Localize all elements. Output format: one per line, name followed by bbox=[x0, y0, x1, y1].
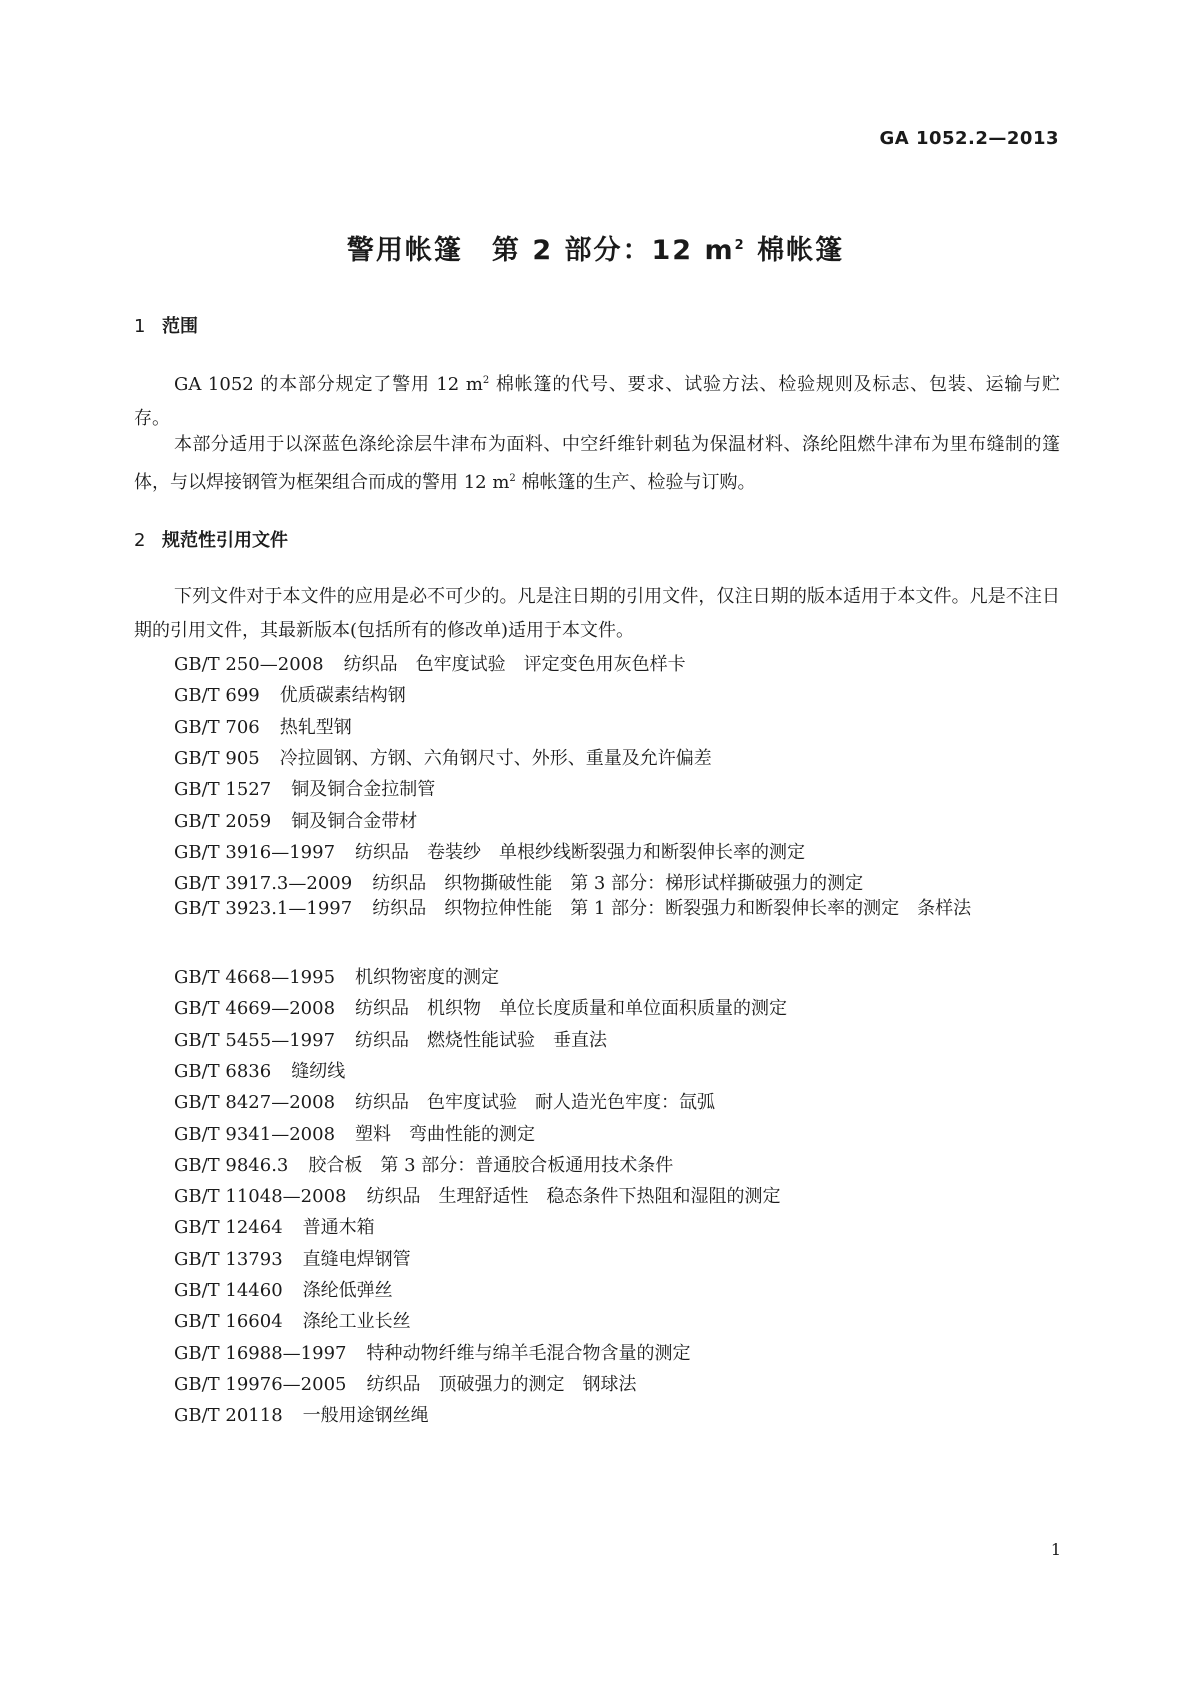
reference-name: 胶合板 第 3 部分：普通胶合板通用技术条件 bbox=[308, 1154, 674, 1176]
p1-superscript: 2 bbox=[482, 375, 490, 386]
page-title bbox=[0, 228, 1191, 267]
reference-item bbox=[174, 1213, 375, 1239]
reference-name: 机织物密度的测定 bbox=[355, 967, 500, 988]
p2-text-a: 本部分适用于以深蓝色涤纶涂层牛津布为面料、中空纤维针刺毡为保温材料、涤纶阻燃牛津布为里布缝制的篷体，与以焊接钢管为框架组合而成的警用 12 m bbox=[134, 434, 1060, 493]
reference-item bbox=[174, 869, 863, 895]
section-2-number: 2 bbox=[134, 530, 146, 551]
p2-text-b: 棉帐篷的生产、检验与订购。 bbox=[515, 472, 756, 493]
reference-code: GB/T 5455—1997 bbox=[174, 1029, 336, 1051]
reference-name: 塑料 弯曲性能的测定 bbox=[355, 1123, 536, 1145]
reference-item bbox=[174, 1057, 345, 1083]
reference-code: GB/T 16604 bbox=[174, 1311, 283, 1333]
reference-name: 热轧型钢 bbox=[279, 716, 352, 738]
reference-code: GB/T 2059 bbox=[174, 810, 272, 832]
reference-item bbox=[174, 1276, 393, 1302]
reference-item bbox=[174, 1401, 429, 1427]
reference-item bbox=[174, 1120, 535, 1146]
reference-code: GB/T 13793 bbox=[174, 1248, 283, 1270]
reference-name: 优质碳素结构钢 bbox=[279, 685, 406, 707]
p1-text-b: 棉帐篷的代号、要求、试验方法、检验规则及标志、包装、运输与贮存。 bbox=[134, 374, 1061, 429]
reference-name: 普通木箱 bbox=[302, 1217, 375, 1239]
section-1-heading bbox=[134, 312, 198, 338]
reference-item bbox=[134, 893, 1060, 924]
reference-code: GB/T 11048—2008 bbox=[174, 1186, 347, 1208]
document-code: GA 1052.2—2013 bbox=[879, 128, 1059, 149]
reference-item bbox=[174, 1245, 411, 1271]
reference-code: GB/T 14460 bbox=[174, 1280, 283, 1301]
section-1-paragraph-1 bbox=[134, 364, 1060, 436]
reference-item bbox=[174, 1026, 607, 1052]
page-number: 1 bbox=[1050, 1540, 1061, 1559]
reference-item bbox=[174, 713, 352, 739]
reference-item bbox=[174, 807, 417, 833]
title-tail: 棉帐篷 bbox=[745, 235, 845, 266]
reference-code: GB/T 6836 bbox=[174, 1060, 272, 1082]
reference-item bbox=[174, 1339, 690, 1365]
reference-name: 涤纶低弹丝 bbox=[302, 1280, 393, 1301]
reference-code: GB/T 706 bbox=[174, 716, 260, 738]
p1-text-a: GA 1052 的本部分规定了警用 12 m bbox=[174, 374, 483, 395]
reference-item bbox=[174, 963, 499, 989]
reference-code: GB/T 4669—2008 bbox=[174, 998, 336, 1020]
reference-item bbox=[174, 1151, 673, 1177]
reference-name: 纺织品 色牢度试验 耐人造光色牢度：氙弧 bbox=[355, 1092, 716, 1114]
reference-name: 纺织品 机织物 单位长度质量和单位面积质量的测定 bbox=[355, 998, 788, 1020]
reference-name: 涤纶工业长丝 bbox=[302, 1311, 411, 1333]
reference-code: GB/T 8427—2008 bbox=[174, 1092, 336, 1114]
p2-superscript: 2 bbox=[509, 473, 516, 484]
reference-name: 铜及铜合金带材 bbox=[291, 810, 418, 832]
reference-item bbox=[174, 681, 406, 707]
reference-code: GB/T 3916—1997 bbox=[174, 841, 336, 863]
reference-name: 纺织品 织物拉伸性能 第 1 部分：断裂强力和断裂伸长率的测定 条样法 bbox=[372, 898, 972, 920]
reference-code: GB/T 4668—1995 bbox=[174, 967, 336, 988]
reference-item bbox=[174, 1307, 411, 1333]
reference-item bbox=[174, 775, 435, 801]
reference-name: 纺织品 生理舒适性 稳态条件下热阻和湿阻的测定 bbox=[366, 1186, 781, 1208]
section-1-title: 范围 bbox=[162, 316, 198, 337]
reference-name: 缝纫线 bbox=[291, 1060, 346, 1082]
reference-name: 直缝电焊钢管 bbox=[302, 1248, 411, 1270]
reference-name: 一般用途钢丝绳 bbox=[302, 1405, 429, 1427]
reference-name: 冷拉圆钢、方钢、六角钢尺寸、外形、重量及允许偏差 bbox=[279, 747, 712, 769]
reference-name: 纺织品 顶破强力的测定 钢球法 bbox=[366, 1373, 637, 1395]
section-1-number: 1 bbox=[134, 316, 146, 337]
reference-code: GB/T 20118 bbox=[174, 1405, 283, 1427]
reference-code: GB/T 699 bbox=[174, 685, 260, 707]
reference-code: GB/T 3923.1—1997 bbox=[174, 898, 353, 920]
title-main: 警用帐篷 第 2 部分：12 m bbox=[346, 235, 735, 266]
section-2-title: 规范性引用文件 bbox=[162, 530, 288, 551]
reference-name: 纺织品 燃烧性能试验 垂直法 bbox=[355, 1029, 608, 1051]
reference-item bbox=[174, 994, 787, 1020]
reference-code: GB/T 250—2008 bbox=[174, 654, 324, 675]
reference-name: 特种动物纤维与绵羊毛混合物含量的测定 bbox=[366, 1342, 691, 1364]
reference-name: 纺织品 卷装纱 单根纱线断裂强力和断裂伸长率的测定 bbox=[355, 841, 806, 863]
reference-name: 纺织品 织物撕破性能 第 3 部分：梯形试样撕破强力的测定 bbox=[372, 873, 864, 895]
reference-item bbox=[174, 838, 805, 864]
reference-code: GB/T 9341—2008 bbox=[174, 1123, 336, 1145]
reference-code: GB/T 3917.3—2009 bbox=[174, 873, 353, 895]
reference-item bbox=[174, 650, 686, 676]
title-superscript: 2 bbox=[734, 238, 746, 253]
reference-name: 纺织品 色牢度试验 评定变色用灰色样卡 bbox=[343, 654, 686, 675]
reference-name: 铜及铜合金拉制管 bbox=[291, 779, 436, 801]
reference-item bbox=[174, 744, 712, 770]
reference-item bbox=[174, 1370, 636, 1396]
section-1-paragraph-2 bbox=[134, 428, 1060, 500]
reference-code: GB/T 12464 bbox=[174, 1217, 283, 1239]
reference-code: GB/T 16988—1997 bbox=[174, 1342, 347, 1364]
reference-code: GB/T 1527 bbox=[174, 779, 272, 801]
reference-item bbox=[174, 1088, 715, 1114]
reference-item bbox=[174, 1182, 780, 1208]
reference-code: GB/T 19976—2005 bbox=[174, 1373, 347, 1395]
reference-code: GB/T 9846.3 bbox=[174, 1154, 289, 1176]
section-2-intro: 下列文件对于本文件的应用是必不可少的。凡是注日期的引用文件，仅注日期的版本适用于本文件。凡是不注日期的引用文件，其最新版本(包括所有的修改单)适用于本文件。 bbox=[134, 586, 1060, 641]
reference-code: GB/T 905 bbox=[174, 747, 260, 769]
section-2-heading bbox=[134, 526, 288, 552]
